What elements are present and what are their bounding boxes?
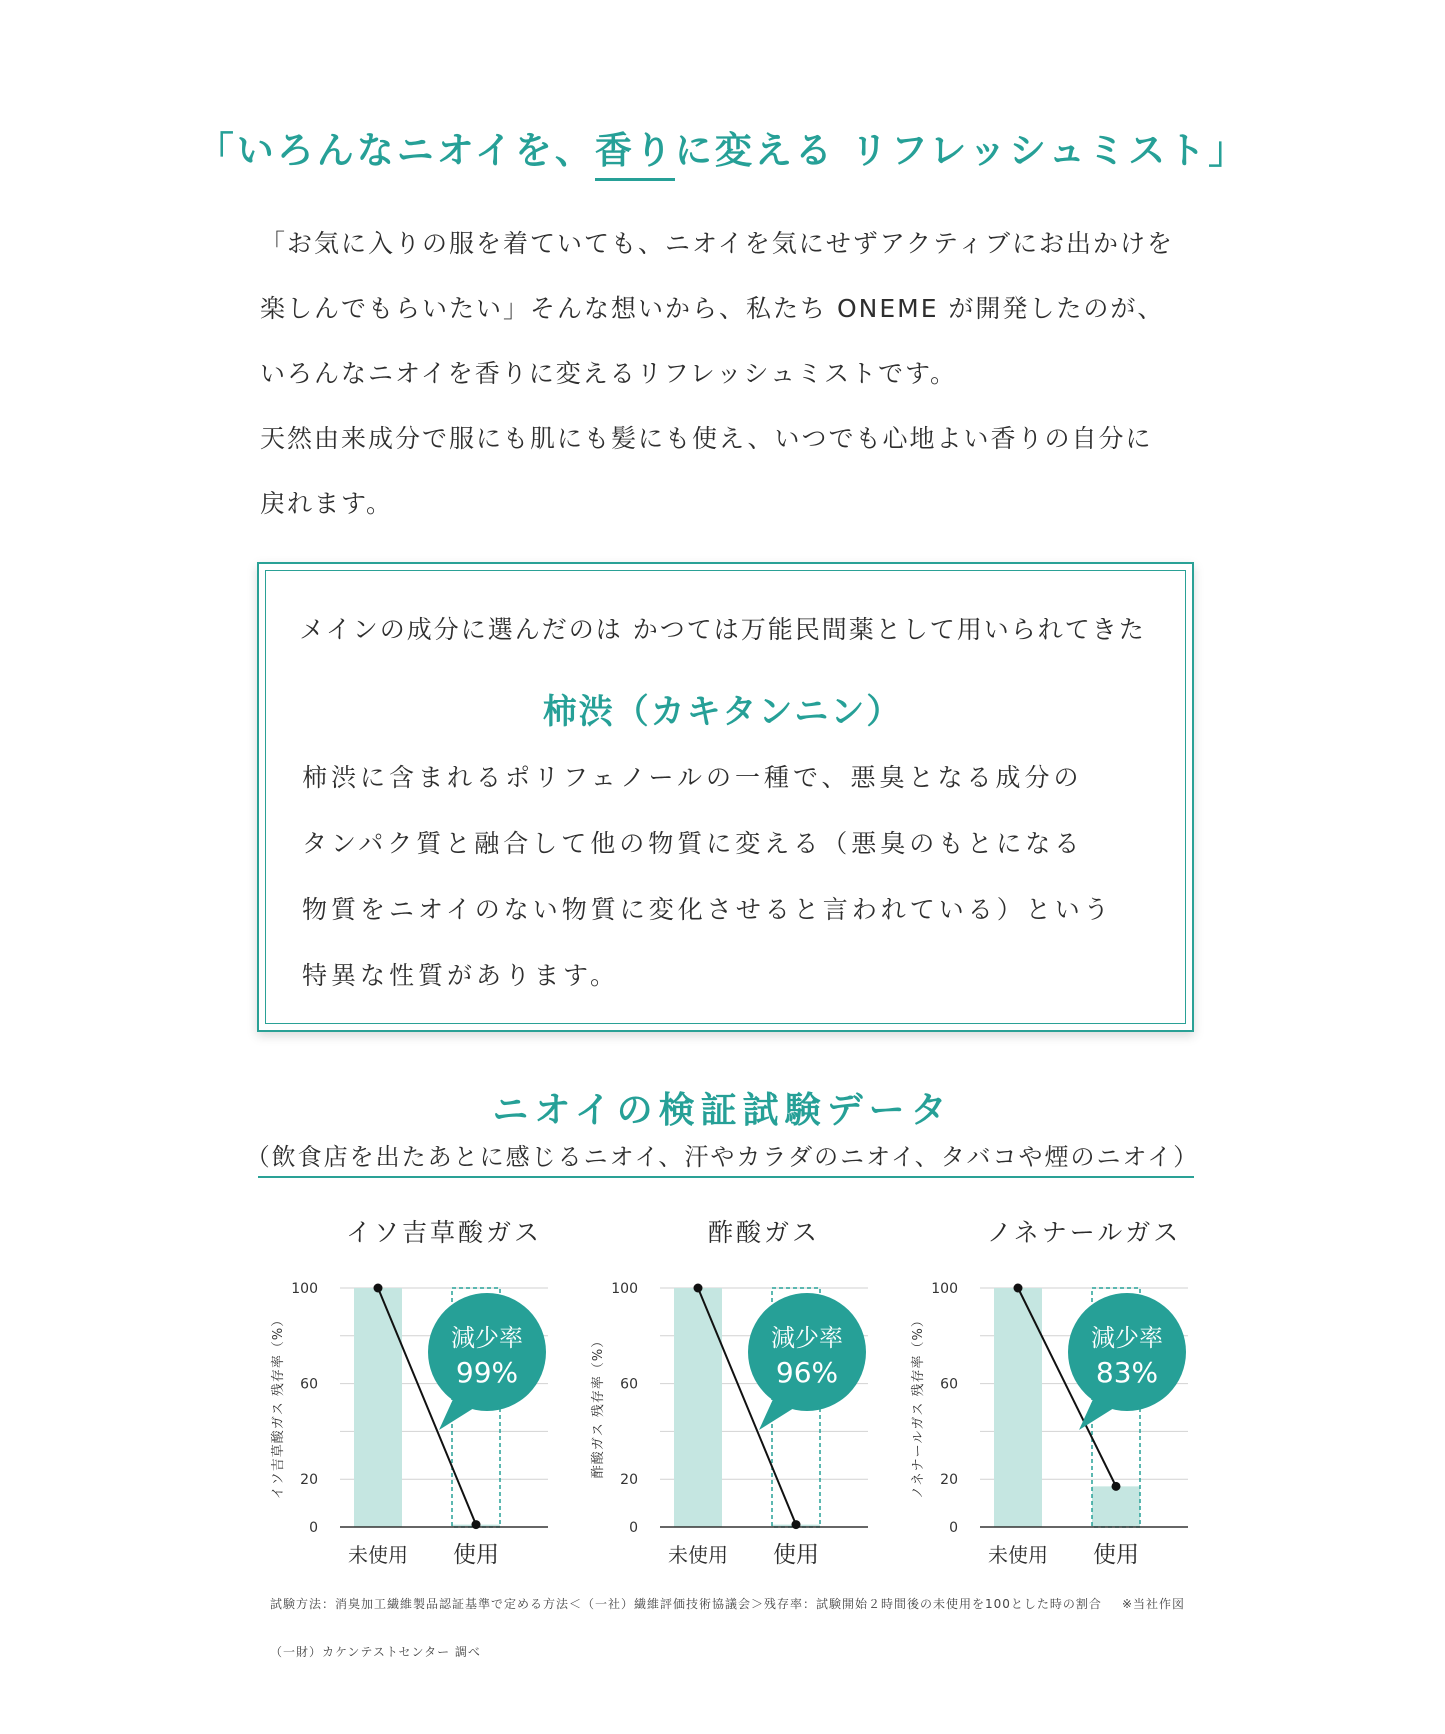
ingredient-lead: メインの成分に選んだのは かつては万能民間薬として用いられてきた [299,615,1146,644]
y-tick-label: 20 [300,1472,318,1489]
badge-label: 減少率 [451,1324,523,1352]
footnote-row [270,1595,1190,1612]
x-tick-label: 未使用 [668,1543,728,1567]
y-tick-label: 60 [300,1376,318,1393]
y-axis-label: 酢酸ガス 残存率（%） [591,1333,606,1479]
test-charts [0,1200,1445,1600]
y-tick-label: 60 [940,1376,958,1393]
chart-title: ノネナールガス [986,1218,1182,1247]
footnote-residual: 残存率：試験開始２時間後の未使用を100とした時の割合 [764,1597,1102,1611]
x-tick-label: 未使用 [988,1543,1048,1567]
data-point [792,1520,801,1529]
y-tick-label: 0 [309,1520,318,1536]
y-tick-label: 100 [611,1281,638,1297]
test-section-subtitle: （飲食店を出たあとに感じるニオイ、汗やカラダのニオイ、タバコや煙のニオイ） [245,1143,1200,1171]
badge-value: 96% [775,1356,839,1389]
headline-underlined: 香り [595,129,675,181]
data-point [694,1284,703,1293]
y-tick-label: 60 [620,1376,638,1393]
badge-label: 減少率 [1091,1324,1163,1352]
ingredient-description [302,745,1162,1009]
reduction-badge [748,1293,866,1411]
y-axis-label: イソ吉草酸ガス 残存率（%） [271,1312,286,1500]
intro-text [260,211,1200,536]
test-section-title: ニオイの検証試験データ [492,1090,953,1131]
intro-line: 「お気に入りの服を着ていても、ニオイを気にせずアクティブにお出かけを [260,229,1175,258]
ingredient-line: 物質をニオイのない物質に変化させると言われている）という [302,895,1113,924]
footnote-lab: （一財）カケンテストセンター 調べ [270,1645,481,1659]
bar-unused [354,1288,402,1527]
y-tick-label: 0 [629,1520,638,1536]
intro-line: 楽しんでもらいたい」そんな想いから、私たち ONEME が開発したのが、 [260,294,1165,323]
data-point [1112,1482,1121,1491]
chart-title: 酢酸ガス [707,1218,821,1247]
data-point [1014,1284,1023,1293]
headline-after: に変える リフレッシュミスト」 [674,129,1249,172]
footnote-note: ※当社作図 [1122,1597,1186,1611]
bar-unused [674,1288,722,1527]
y-tick-label: 20 [620,1472,638,1489]
ingredient-line: タンパク質と融合して他の物質に変える（悪臭のもとになる [302,829,1084,858]
x-tick-label: 使用 [1093,1542,1139,1568]
test-section-divider [258,1176,1194,1178]
chart-title: イソ吉草酸ガス [345,1218,543,1247]
reduction-badge [1068,1293,1186,1411]
x-tick-label: 使用 [773,1542,819,1568]
y-tick-label: 100 [291,1281,318,1297]
y-tick-label: 100 [931,1281,958,1297]
badge-value: 99% [455,1356,519,1389]
intro-line: いろんなニオイを香りに変えるリフレッシュミストです。 [260,359,958,388]
data-point [472,1520,481,1529]
data-point [374,1284,383,1293]
headline-before: 「いろんなニオイを、 [196,129,595,172]
intro-line: 天然由来成分で服にも肌にも髪にも使え、いつでも心地よい香りの自分に [260,424,1153,453]
badge-value: 83% [1095,1356,1159,1389]
badge-label: 減少率 [771,1324,843,1352]
y-axis-label: ノネナールガス 残存率（%） [911,1313,926,1499]
intro-line: 戻れます。 [260,489,394,518]
x-tick-label: 未使用 [348,1543,408,1567]
footnote-method: 試験方法：消臭加工繊維製品認証基準で定める方法＜（一社）繊維評価技術協議会＞ [270,1597,765,1611]
x-tick-label: 使用 [453,1542,499,1568]
y-tick-label: 0 [949,1520,958,1536]
headline [0,120,1445,174]
reduction-badge [428,1293,546,1411]
ingredient-title: 柿渋（カキタンニン） [542,692,903,732]
y-tick-label: 20 [940,1472,958,1489]
ingredient-line: 柿渋に含まれるポリフェノールの一種で、悪臭となる成分の [302,763,1083,792]
ingredient-line: 特異な性質があります。 [302,961,620,990]
bar-used [1092,1486,1140,1527]
